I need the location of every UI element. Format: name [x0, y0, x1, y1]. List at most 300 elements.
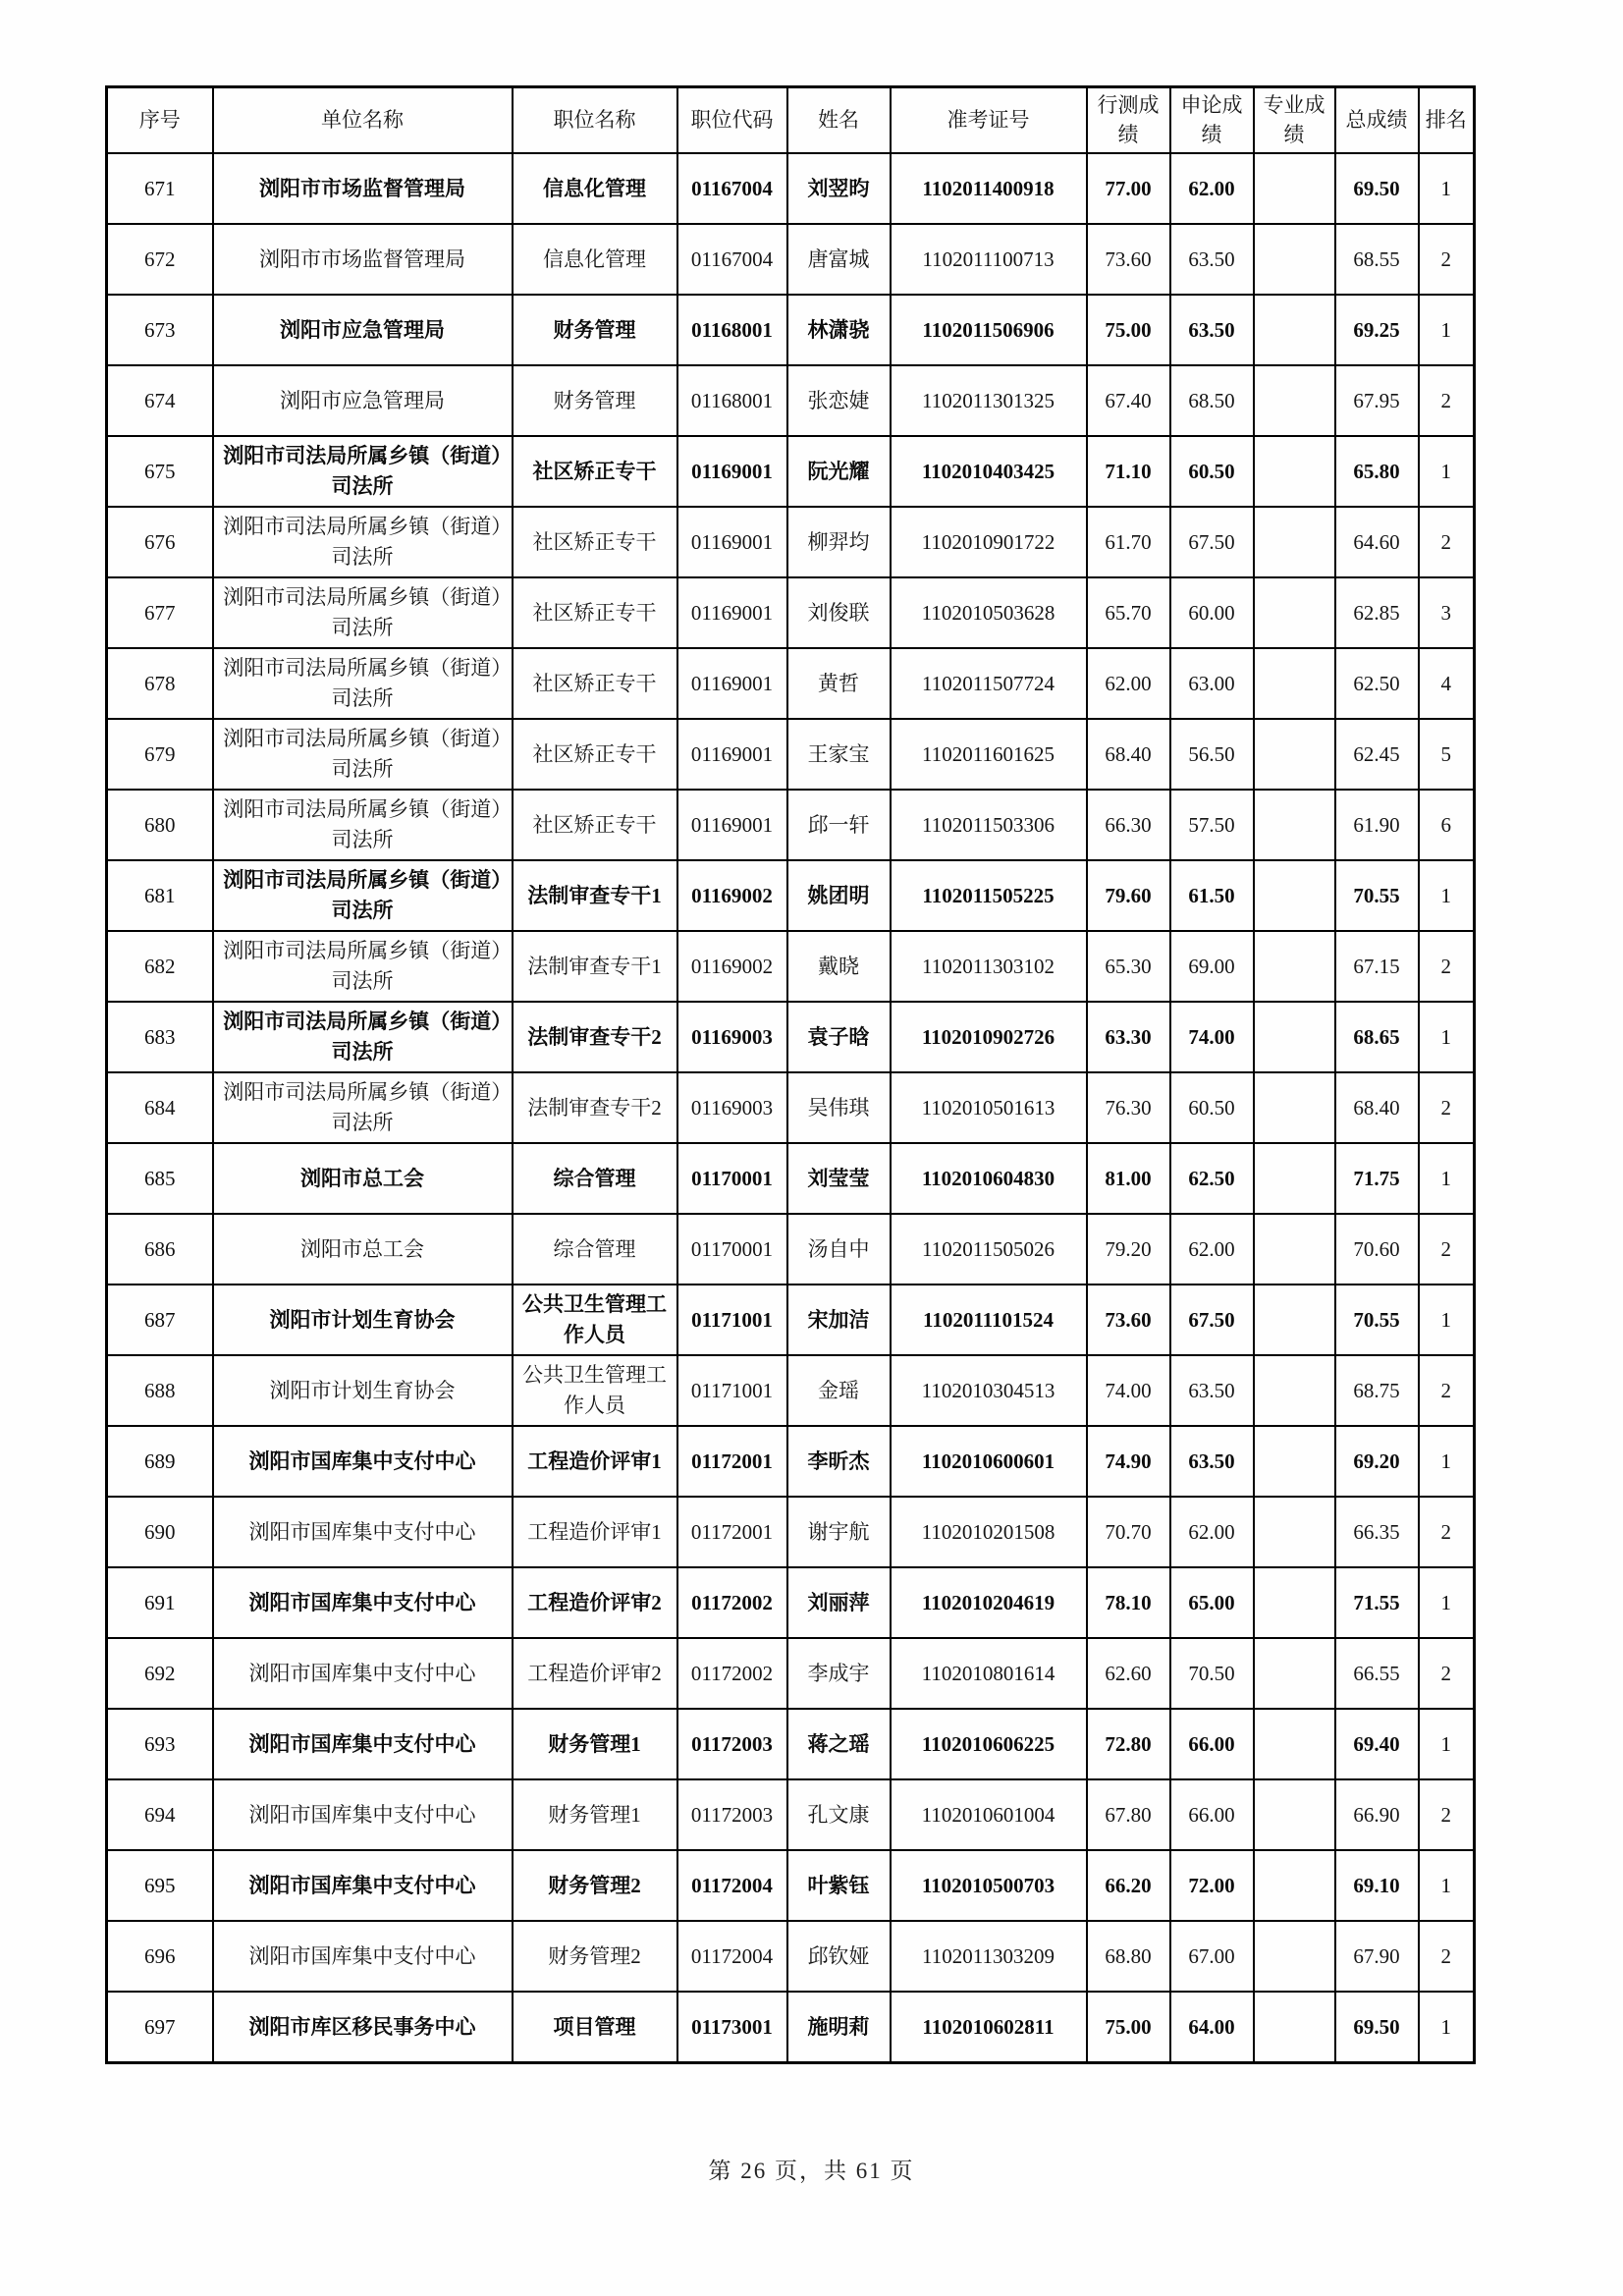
cell-position-name: 公共卫生管理工作人员 — [513, 1355, 677, 1426]
cell-serial: 696 — [107, 1921, 213, 1992]
table-row — [107, 507, 1475, 577]
cell-xingce-score: 73.60 — [1087, 1285, 1170, 1355]
cell-shenlun-score: 66.00 — [1170, 1779, 1254, 1850]
cell-position-code: 01167004 — [677, 153, 787, 224]
cell-xingce-score: 81.00 — [1087, 1143, 1170, 1214]
cell-xingce-score: 68.40 — [1087, 719, 1170, 790]
cell-xingce-score: 73.60 — [1087, 224, 1170, 295]
cell-exam-number: 1102011505225 — [891, 860, 1087, 931]
cell-total-score: 69.10 — [1335, 1850, 1419, 1921]
cell-position-code: 01172004 — [677, 1850, 787, 1921]
cell-total-score: 66.55 — [1335, 1638, 1419, 1709]
cell-unit-name: 浏阳市司法局所属乡镇（街道）司法所 — [213, 1072, 513, 1143]
cell-total-score: 66.35 — [1335, 1497, 1419, 1567]
cell-xingce-score: 66.30 — [1087, 790, 1170, 860]
cell-rank: 1 — [1419, 860, 1475, 931]
cell-shenlun-score: 68.50 — [1170, 365, 1254, 436]
cell-position-code: 01173001 — [677, 1992, 787, 2063]
cell-shenlun-score: 64.00 — [1170, 1992, 1254, 2063]
table-row — [107, 577, 1475, 648]
cell-rank: 2 — [1419, 224, 1475, 295]
cell-name: 吴伟琪 — [787, 1072, 891, 1143]
cell-position-name: 社区矫正专干 — [513, 577, 677, 648]
table-row — [107, 1355, 1475, 1426]
cell-rank: 2 — [1419, 507, 1475, 577]
cell-serial: 680 — [107, 790, 213, 860]
cell-serial: 679 — [107, 719, 213, 790]
cell-serial: 691 — [107, 1567, 213, 1638]
table-row — [107, 1497, 1475, 1567]
cell-shenlun-score: 70.50 — [1170, 1638, 1254, 1709]
cell-xingce-score: 63.30 — [1087, 1002, 1170, 1072]
cell-exam-number: 1102010601004 — [891, 1779, 1087, 1850]
col-header-unit-name: 单位名称 — [213, 87, 513, 153]
cell-exam-number: 1102010503628 — [891, 577, 1087, 648]
cell-unit-name: 浏阳市司法局所属乡镇（街道）司法所 — [213, 1002, 513, 1072]
cell-rank: 1 — [1419, 1143, 1475, 1214]
cell-unit-name: 浏阳市计划生育协会 — [213, 1285, 513, 1355]
cell-position-name: 财务管理1 — [513, 1709, 677, 1779]
cell-position-code: 01170001 — [677, 1143, 787, 1214]
col-header-position-name: 职位名称 — [513, 87, 677, 153]
cell-unit-name: 浏阳市国库集中支付中心 — [213, 1779, 513, 1850]
cell-position-name: 财务管理 — [513, 295, 677, 365]
cell-unit-name: 浏阳市司法局所属乡镇（街道）司法所 — [213, 648, 513, 719]
cell-serial: 682 — [107, 931, 213, 1002]
table-row — [107, 719, 1475, 790]
cell-rank: 1 — [1419, 1002, 1475, 1072]
cell-zhuanye-score — [1254, 577, 1335, 648]
cell-position-code: 01172001 — [677, 1426, 787, 1497]
cell-position-code: 01168001 — [677, 295, 787, 365]
cell-rank: 2 — [1419, 1214, 1475, 1285]
cell-xingce-score: 75.00 — [1087, 1992, 1170, 2063]
cell-shenlun-score: 61.50 — [1170, 860, 1254, 931]
cell-unit-name: 浏阳市司法局所属乡镇（街道）司法所 — [213, 507, 513, 577]
cell-xingce-score: 62.00 — [1087, 648, 1170, 719]
results-table — [105, 85, 1476, 2064]
cell-serial: 687 — [107, 1285, 213, 1355]
cell-name: 刘俊联 — [787, 577, 891, 648]
cell-exam-number: 1102010901722 — [891, 507, 1087, 577]
cell-name: 阮光耀 — [787, 436, 891, 507]
col-header-rank: 排名 — [1419, 87, 1475, 153]
cell-exam-number: 1102011505026 — [891, 1214, 1087, 1285]
cell-rank: 2 — [1419, 931, 1475, 1002]
cell-unit-name: 浏阳市应急管理局 — [213, 295, 513, 365]
cell-unit-name: 浏阳市总工会 — [213, 1214, 513, 1285]
cell-serial: 675 — [107, 436, 213, 507]
cell-serial: 677 — [107, 577, 213, 648]
cell-position-name: 社区矫正专干 — [513, 719, 677, 790]
cell-unit-name: 浏阳市司法局所属乡镇（街道）司法所 — [213, 436, 513, 507]
table-row — [107, 1992, 1475, 2063]
cell-serial: 683 — [107, 1002, 213, 1072]
cell-position-name: 综合管理 — [513, 1214, 677, 1285]
cell-position-code: 01169003 — [677, 1072, 787, 1143]
cell-name: 柳羿均 — [787, 507, 891, 577]
cell-shenlun-score: 62.50 — [1170, 1143, 1254, 1214]
cell-total-score: 62.50 — [1335, 648, 1419, 719]
cell-unit-name: 浏阳市国库集中支付中心 — [213, 1426, 513, 1497]
cell-xingce-score: 75.00 — [1087, 295, 1170, 365]
cell-serial: 673 — [107, 295, 213, 365]
cell-position-code: 01172003 — [677, 1709, 787, 1779]
cell-xingce-score: 72.80 — [1087, 1709, 1170, 1779]
table-row — [107, 153, 1475, 224]
cell-zhuanye-score — [1254, 1214, 1335, 1285]
table-row — [107, 860, 1475, 931]
cell-position-code: 01172001 — [677, 1497, 787, 1567]
cell-rank: 4 — [1419, 648, 1475, 719]
cell-xingce-score: 78.10 — [1087, 1567, 1170, 1638]
cell-shenlun-score: 60.50 — [1170, 436, 1254, 507]
cell-position-name: 工程造价评审1 — [513, 1497, 677, 1567]
cell-serial: 672 — [107, 224, 213, 295]
cell-xingce-score: 66.20 — [1087, 1850, 1170, 1921]
cell-serial: 686 — [107, 1214, 213, 1285]
table-header — [107, 87, 1475, 153]
cell-zhuanye-score — [1254, 1426, 1335, 1497]
table-row — [107, 224, 1475, 295]
cell-position-name: 公共卫生管理工作人员 — [513, 1285, 677, 1355]
cell-unit-name: 浏阳市应急管理局 — [213, 365, 513, 436]
cell-position-name: 社区矫正专干 — [513, 436, 677, 507]
cell-total-score: 67.90 — [1335, 1921, 1419, 1992]
cell-rank: 2 — [1419, 1638, 1475, 1709]
cell-position-name: 财务管理 — [513, 365, 677, 436]
cell-total-score: 69.50 — [1335, 1992, 1419, 2063]
cell-xingce-score: 74.90 — [1087, 1426, 1170, 1497]
col-header-position-code: 职位代码 — [677, 87, 787, 153]
table-row — [107, 648, 1475, 719]
cell-shenlun-score: 63.50 — [1170, 1355, 1254, 1426]
cell-rank: 1 — [1419, 1426, 1475, 1497]
cell-position-code: 01169001 — [677, 648, 787, 719]
cell-name: 林潇骁 — [787, 295, 891, 365]
cell-position-code: 01167004 — [677, 224, 787, 295]
cell-name: 金瑶 — [787, 1355, 891, 1426]
cell-zhuanye-score — [1254, 931, 1335, 1002]
cell-name: 邱一轩 — [787, 790, 891, 860]
cell-exam-number: 1102011303102 — [891, 931, 1087, 1002]
cell-serial: 690 — [107, 1497, 213, 1567]
table-row — [107, 1567, 1475, 1638]
cell-exam-number: 1102010201508 — [891, 1497, 1087, 1567]
cell-total-score: 68.65 — [1335, 1002, 1419, 1072]
cell-unit-name: 浏阳市总工会 — [213, 1143, 513, 1214]
cell-serial: 692 — [107, 1638, 213, 1709]
cell-exam-number: 1102010602811 — [891, 1992, 1087, 2063]
cell-position-code: 01170001 — [677, 1214, 787, 1285]
cell-position-code: 01168001 — [677, 365, 787, 436]
cell-total-score: 70.55 — [1335, 1285, 1419, 1355]
cell-zhuanye-score — [1254, 1709, 1335, 1779]
cell-rank: 1 — [1419, 295, 1475, 365]
cell-name: 宋加洁 — [787, 1285, 891, 1355]
cell-name: 戴晓 — [787, 931, 891, 1002]
cell-exam-number: 1102010500703 — [891, 1850, 1087, 1921]
cell-rank: 1 — [1419, 1850, 1475, 1921]
cell-exam-number: 1102010304513 — [891, 1355, 1087, 1426]
cell-position-code: 01169001 — [677, 790, 787, 860]
cell-name: 唐富城 — [787, 224, 891, 295]
cell-unit-name: 浏阳市国库集中支付中心 — [213, 1709, 513, 1779]
table-row — [107, 1285, 1475, 1355]
cell-total-score: 70.55 — [1335, 860, 1419, 931]
cell-xingce-score: 65.70 — [1087, 577, 1170, 648]
cell-position-name: 信息化管理 — [513, 224, 677, 295]
cell-total-score: 71.55 — [1335, 1567, 1419, 1638]
cell-position-name: 工程造价评审1 — [513, 1426, 677, 1497]
cell-total-score: 61.90 — [1335, 790, 1419, 860]
cell-exam-number: 1102010606225 — [891, 1709, 1087, 1779]
cell-exam-number: 1102011301325 — [891, 365, 1087, 436]
cell-shenlun-score: 74.00 — [1170, 1002, 1254, 1072]
cell-unit-name: 浏阳市库区移民事务中心 — [213, 1992, 513, 2063]
col-header-name: 姓名 — [787, 87, 891, 153]
table-row — [107, 1002, 1475, 1072]
cell-zhuanye-score — [1254, 719, 1335, 790]
cell-zhuanye-score — [1254, 648, 1335, 719]
cell-shenlun-score: 60.50 — [1170, 1072, 1254, 1143]
cell-name: 汤自中 — [787, 1214, 891, 1285]
cell-name: 王家宝 — [787, 719, 891, 790]
cell-serial: 674 — [107, 365, 213, 436]
cell-unit-name: 浏阳市计划生育协会 — [213, 1355, 513, 1426]
cell-shenlun-score: 56.50 — [1170, 719, 1254, 790]
cell-exam-number: 1102011601625 — [891, 719, 1087, 790]
cell-xingce-score: 79.20 — [1087, 1214, 1170, 1285]
table-row — [107, 1143, 1475, 1214]
cell-rank: 1 — [1419, 1567, 1475, 1638]
cell-rank: 2 — [1419, 1921, 1475, 1992]
cell-rank: 2 — [1419, 1497, 1475, 1567]
cell-rank: 1 — [1419, 1992, 1475, 2063]
cell-serial: 688 — [107, 1355, 213, 1426]
cell-serial: 676 — [107, 507, 213, 577]
cell-exam-number: 1102011303209 — [891, 1921, 1087, 1992]
cell-rank: 1 — [1419, 1285, 1475, 1355]
cell-total-score: 64.60 — [1335, 507, 1419, 577]
cell-name: 蒋之瑶 — [787, 1709, 891, 1779]
cell-rank: 2 — [1419, 1072, 1475, 1143]
cell-total-score: 69.40 — [1335, 1709, 1419, 1779]
cell-position-name: 法制审查专干1 — [513, 931, 677, 1002]
cell-shenlun-score: 66.00 — [1170, 1709, 1254, 1779]
cell-zhuanye-score — [1254, 1285, 1335, 1355]
cell-name: 谢宇航 — [787, 1497, 891, 1567]
cell-serial: 693 — [107, 1709, 213, 1779]
table-row — [107, 365, 1475, 436]
cell-unit-name: 浏阳市国库集中支付中心 — [213, 1497, 513, 1567]
cell-serial: 684 — [107, 1072, 213, 1143]
cell-rank: 6 — [1419, 790, 1475, 860]
cell-name: 施明莉 — [787, 1992, 891, 2063]
table-row — [107, 436, 1475, 507]
table-row — [107, 295, 1475, 365]
cell-name: 刘莹莹 — [787, 1143, 891, 1214]
cell-shenlun-score: 62.00 — [1170, 153, 1254, 224]
cell-rank: 1 — [1419, 436, 1475, 507]
cell-total-score: 66.90 — [1335, 1779, 1419, 1850]
cell-serial: 695 — [107, 1850, 213, 1921]
cell-total-score: 67.95 — [1335, 365, 1419, 436]
cell-zhuanye-score — [1254, 153, 1335, 224]
cell-position-name: 社区矫正专干 — [513, 507, 677, 577]
cell-unit-name: 浏阳市司法局所属乡镇（街道）司法所 — [213, 719, 513, 790]
cell-shenlun-score: 69.00 — [1170, 931, 1254, 1002]
cell-serial: 678 — [107, 648, 213, 719]
cell-shenlun-score: 62.00 — [1170, 1497, 1254, 1567]
cell-position-code: 01171001 — [677, 1285, 787, 1355]
cell-shenlun-score: 65.00 — [1170, 1567, 1254, 1638]
cell-xingce-score: 62.60 — [1087, 1638, 1170, 1709]
cell-zhuanye-score — [1254, 1567, 1335, 1638]
cell-position-name: 项目管理 — [513, 1992, 677, 2063]
cell-position-name: 财务管理2 — [513, 1850, 677, 1921]
table-row — [107, 790, 1475, 860]
cell-unit-name: 浏阳市国库集中支付中心 — [213, 1921, 513, 1992]
cell-name: 张恋婕 — [787, 365, 891, 436]
cell-name: 刘丽萍 — [787, 1567, 891, 1638]
cell-unit-name: 浏阳市国库集中支付中心 — [213, 1638, 513, 1709]
cell-total-score: 69.25 — [1335, 295, 1419, 365]
cell-position-name: 法制审查专干1 — [513, 860, 677, 931]
cell-zhuanye-score — [1254, 1002, 1335, 1072]
col-header-shenlun-score: 申论成绩 — [1170, 87, 1254, 153]
cell-shenlun-score: 62.00 — [1170, 1214, 1254, 1285]
cell-shenlun-score: 63.50 — [1170, 224, 1254, 295]
cell-name: 邱钦娅 — [787, 1921, 891, 1992]
page-footer: 第 26 页，共 61 页 — [708, 2159, 915, 2183]
cell-unit-name: 浏阳市司法局所属乡镇（街道）司法所 — [213, 931, 513, 1002]
cell-zhuanye-score — [1254, 1921, 1335, 1992]
cell-serial: 694 — [107, 1779, 213, 1850]
cell-exam-number: 1102010501613 — [891, 1072, 1087, 1143]
header-row — [107, 87, 1475, 153]
cell-xingce-score: 79.60 — [1087, 860, 1170, 931]
cell-position-code: 01169002 — [677, 860, 787, 931]
col-header-exam-number: 准考证号 — [891, 87, 1087, 153]
table-row — [107, 1426, 1475, 1497]
cell-total-score: 68.55 — [1335, 224, 1419, 295]
cell-position-code: 01169001 — [677, 577, 787, 648]
col-header-total-score: 总成绩 — [1335, 87, 1419, 153]
cell-position-name: 工程造价评审2 — [513, 1638, 677, 1709]
cell-name: 刘翌昀 — [787, 153, 891, 224]
cell-name: 袁子晗 — [787, 1002, 891, 1072]
cell-rank: 5 — [1419, 719, 1475, 790]
cell-unit-name: 浏阳市司法局所属乡镇（街道）司法所 — [213, 860, 513, 931]
cell-total-score: 69.20 — [1335, 1426, 1419, 1497]
cell-rank: 2 — [1419, 1355, 1475, 1426]
cell-xingce-score: 70.70 — [1087, 1497, 1170, 1567]
cell-unit-name: 浏阳市市场监督管理局 — [213, 224, 513, 295]
cell-zhuanye-score — [1254, 1072, 1335, 1143]
cell-unit-name: 浏阳市司法局所属乡镇（街道）司法所 — [213, 790, 513, 860]
cell-total-score: 67.15 — [1335, 931, 1419, 1002]
cell-unit-name: 浏阳市国库集中支付中心 — [213, 1850, 513, 1921]
cell-shenlun-score: 72.00 — [1170, 1850, 1254, 1921]
cell-exam-number: 1102011506906 — [891, 295, 1087, 365]
table-row — [107, 1850, 1475, 1921]
cell-shenlun-score: 60.00 — [1170, 577, 1254, 648]
cell-name: 姚团明 — [787, 860, 891, 931]
cell-position-name: 法制审查专干2 — [513, 1002, 677, 1072]
cell-serial: 689 — [107, 1426, 213, 1497]
cell-zhuanye-score — [1254, 436, 1335, 507]
cell-zhuanye-score — [1254, 507, 1335, 577]
cell-exam-number: 1102011100713 — [891, 224, 1087, 295]
cell-zhuanye-score — [1254, 1850, 1335, 1921]
table-row — [107, 1921, 1475, 1992]
cell-position-code: 01169002 — [677, 931, 787, 1002]
cell-serial: 671 — [107, 153, 213, 224]
table-row — [107, 931, 1475, 1002]
cell-position-code: 01169001 — [677, 719, 787, 790]
cell-xingce-score: 65.30 — [1087, 931, 1170, 1002]
col-header-zhuanye-score: 专业成绩 — [1254, 87, 1335, 153]
cell-total-score: 68.75 — [1335, 1355, 1419, 1426]
cell-zhuanye-score — [1254, 1992, 1335, 2063]
cell-zhuanye-score — [1254, 1779, 1335, 1850]
cell-rank: 1 — [1419, 153, 1475, 224]
cell-position-name: 社区矫正专干 — [513, 790, 677, 860]
table-row — [107, 1779, 1475, 1850]
cell-position-name: 工程造价评审2 — [513, 1567, 677, 1638]
cell-name: 李昕杰 — [787, 1426, 891, 1497]
cell-exam-number: 1102011507724 — [891, 648, 1087, 719]
cell-xingce-score: 67.40 — [1087, 365, 1170, 436]
cell-rank: 2 — [1419, 1779, 1475, 1850]
table-row — [107, 1638, 1475, 1709]
cell-total-score: 71.75 — [1335, 1143, 1419, 1214]
cell-position-name: 财务管理1 — [513, 1779, 677, 1850]
cell-serial: 685 — [107, 1143, 213, 1214]
cell-xingce-score: 67.80 — [1087, 1779, 1170, 1850]
cell-position-code: 01172003 — [677, 1779, 787, 1850]
cell-serial: 681 — [107, 860, 213, 931]
table-row — [107, 1709, 1475, 1779]
cell-position-code: 01172002 — [677, 1638, 787, 1709]
cell-position-name: 综合管理 — [513, 1143, 677, 1214]
cell-position-name: 法制审查专干2 — [513, 1072, 677, 1143]
cell-name: 黄哲 — [787, 648, 891, 719]
cell-position-code: 01171001 — [677, 1355, 787, 1426]
cell-position-code: 01169001 — [677, 436, 787, 507]
cell-rank: 2 — [1419, 365, 1475, 436]
cell-total-score: 69.50 — [1335, 153, 1419, 224]
cell-exam-number: 1102010902726 — [891, 1002, 1087, 1072]
cell-exam-number: 1102010801614 — [891, 1638, 1087, 1709]
cell-unit-name: 浏阳市国库集中支付中心 — [213, 1567, 513, 1638]
cell-xingce-score: 74.00 — [1087, 1355, 1170, 1426]
cell-shenlun-score: 67.50 — [1170, 507, 1254, 577]
cell-total-score: 70.60 — [1335, 1214, 1419, 1285]
table-body — [107, 153, 1475, 2063]
cell-name: 孔文康 — [787, 1779, 891, 1850]
cell-exam-number: 1102011503306 — [891, 790, 1087, 860]
cell-xingce-score: 76.30 — [1087, 1072, 1170, 1143]
cell-position-code: 01169003 — [677, 1002, 787, 1072]
cell-unit-name: 浏阳市市场监督管理局 — [213, 153, 513, 224]
cell-shenlun-score: 57.50 — [1170, 790, 1254, 860]
cell-total-score: 65.80 — [1335, 436, 1419, 507]
cell-position-code: 01172002 — [677, 1567, 787, 1638]
cell-position-code: 01172004 — [677, 1921, 787, 1992]
cell-unit-name: 浏阳市司法局所属乡镇（街道）司法所 — [213, 577, 513, 648]
